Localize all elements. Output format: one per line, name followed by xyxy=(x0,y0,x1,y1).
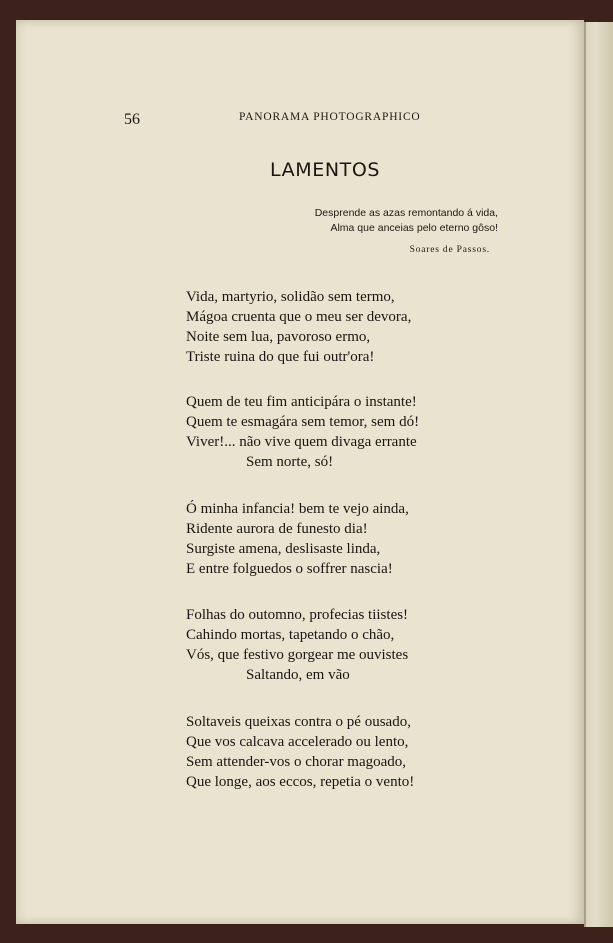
poem-title: LAMENTOS xyxy=(270,159,381,181)
page-number: 56 xyxy=(124,111,140,128)
next-page-edge xyxy=(584,22,613,927)
stanza xyxy=(186,712,414,792)
epigraph-line: Alma que anceias pelo eterno gôso! xyxy=(330,222,498,234)
epigraph xyxy=(200,206,498,236)
stanza xyxy=(186,392,419,472)
epigraph-author: Soares de Passos. xyxy=(409,245,490,255)
page-gutter-line xyxy=(584,22,586,927)
verse-line: Quem de teu fim anticipára o instante! xyxy=(186,394,417,410)
verse-line: Triste ruina do que fui outr'ora! xyxy=(186,349,375,365)
verse-line: Cahindo mortas, tapetando o chão, xyxy=(186,627,395,643)
stanza xyxy=(186,605,408,685)
stanza xyxy=(186,499,409,579)
verse-line: Que vos calcava accelerado ou lento, xyxy=(186,734,409,750)
verse-line: Soltaveis queixas contra o pé ousado, xyxy=(186,714,411,730)
verse-line: Sem norte, só! xyxy=(246,454,334,470)
verse-line: Vós, que festivo gorgear me ouvistes xyxy=(186,647,409,663)
verse-line: Folhas do outomno, profecias tiistes! xyxy=(186,607,409,623)
verse-line: Sem attender-vos o chorar magoado, xyxy=(186,754,407,770)
verse-line: Que longe, aos eccos, repetia o vento! xyxy=(186,774,415,790)
verse-line: Vida, martyrio, solidão sem termo, xyxy=(186,289,395,305)
verse-line: Ridente aurora de funesto dia! xyxy=(186,521,368,537)
verse-line: E entre folguedos o soffrer nascia! xyxy=(186,561,393,577)
verse-line: Noite sem lua, pavoroso ermo, xyxy=(186,329,371,345)
stanza xyxy=(186,287,411,367)
epigraph-line: Desprende as azas remontando á vida, xyxy=(314,207,498,219)
verse-line: Saltando, em vão xyxy=(246,667,350,683)
verse-line: Viver!... não vive quem divaga errante xyxy=(186,434,417,450)
verse-line: Mágoa cruenta que o meu ser devora, xyxy=(186,309,412,325)
verse-line: Ó minha infancia! bem te vejo ainda, xyxy=(186,501,409,517)
verse-line: Quem te esmagára sem temor, sem dó! xyxy=(186,414,420,430)
running-title: PANORAMA PHOTOGRAPHICO xyxy=(239,111,421,123)
verse-line: Surgiste amena, deslisaste linda, xyxy=(186,541,381,557)
